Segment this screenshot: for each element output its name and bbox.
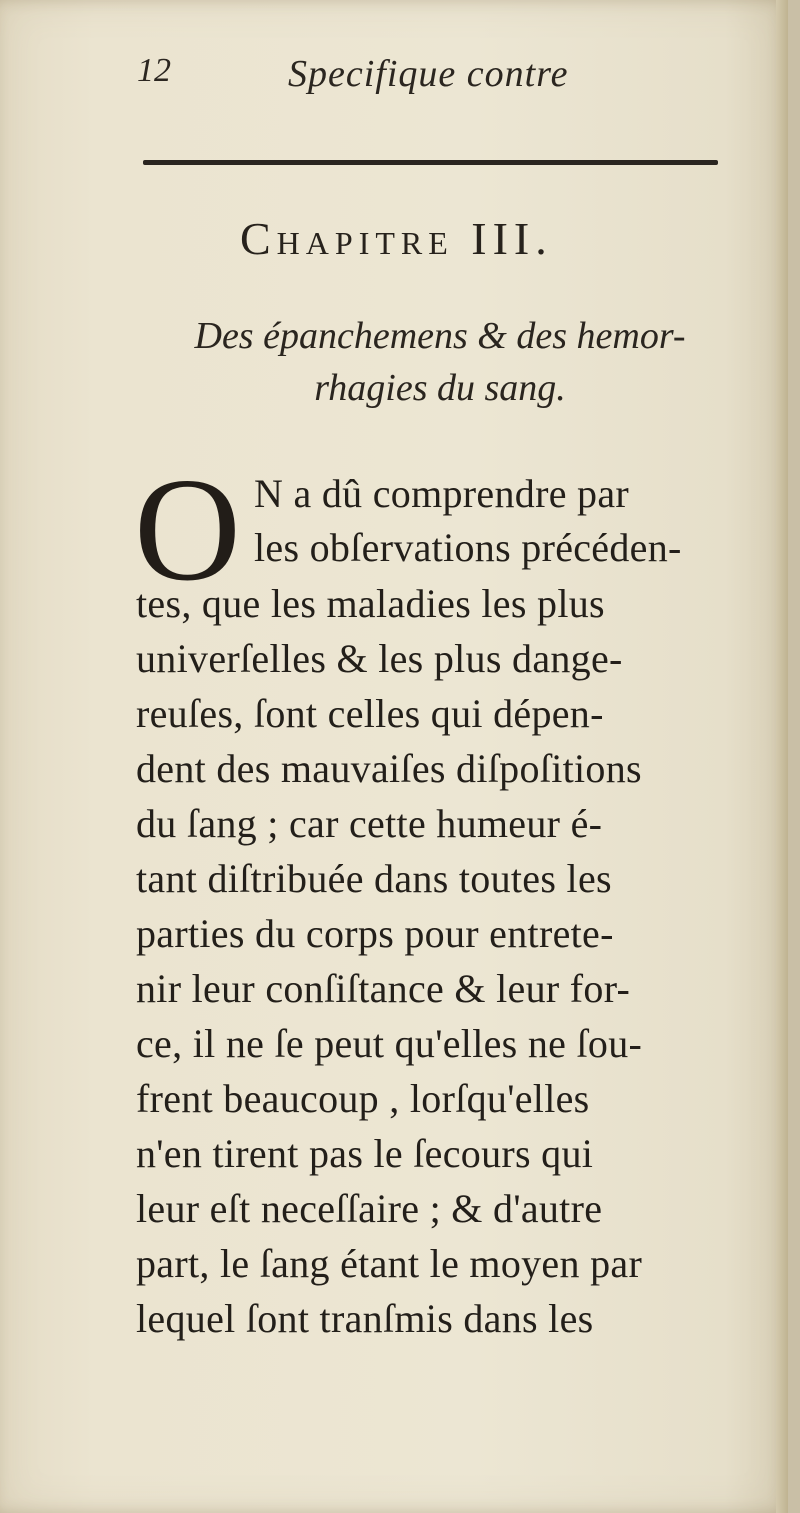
text-line: parties du corps pour entrete- [136,911,614,956]
text-line: part, le ſang étant le moyen par [136,1241,643,1286]
text-line: tant diſtribuée dans toutes les [136,856,612,901]
page-header [0,52,788,112]
subtitle-line-2: rhagies du sang. [314,367,566,409]
text-line: du ſang ; car cette humeur é- [136,801,603,846]
text-line: lequel ſont tranſmis dans les [136,1296,594,1341]
text-line: frent beaucoup , lorſqu'elles [136,1076,590,1121]
text-line: tes, que les maladies les plus [136,581,605,626]
page-edge [776,0,788,1513]
text-line: les obſervations précéden- [254,525,682,570]
text-line: n'en tirent pas le ſecours qui [136,1131,594,1176]
text-line: reuſes, ſont celles qui dépen- [136,691,604,736]
drop-cap: O [134,448,241,612]
chapter-title: Chapitre III. [240,213,553,264]
chapter-subtitle [140,310,740,414]
subtitle-line-1: Des épanchemens & des hemor- [194,315,686,357]
header-rule [143,160,718,165]
text-line: dent des mauvaiſes diſpoſitions [136,746,642,791]
text-line: leur eſt neceſſaire ; & d'autre [136,1186,603,1231]
text-line: ce, il ne ſe peut qu'elles ne ſou- [136,1021,643,1066]
text-line: univerſelles & les plus dange- [136,636,623,681]
page-number: 12 [137,52,171,89]
text-line: N a dû comprendre par [254,471,630,516]
running-title: Specifique contre [288,53,569,95]
text-line: nir leur conſiſtance & leur for- [136,966,631,1011]
